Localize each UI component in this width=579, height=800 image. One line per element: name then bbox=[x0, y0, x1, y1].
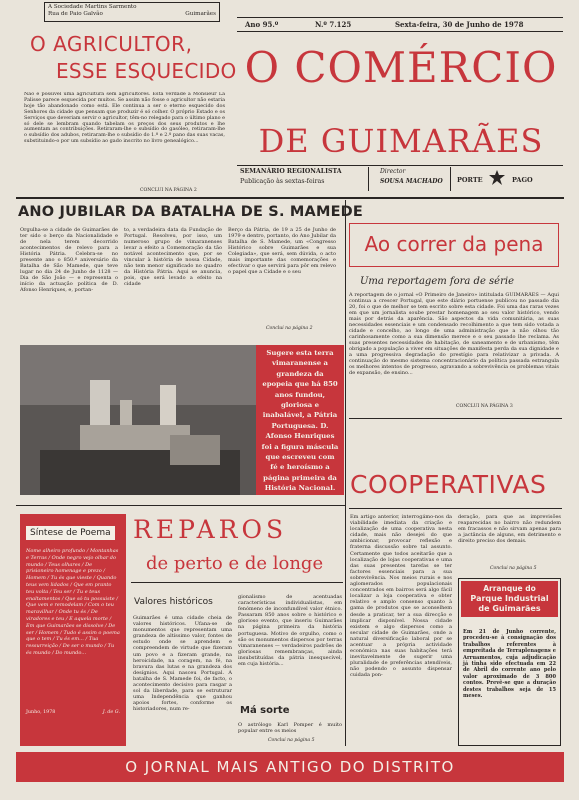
director-label: Director bbox=[380, 168, 406, 175]
correr-continue: CONCLUI NA PÁGINA 3 bbox=[456, 404, 513, 409]
sintese-title: Síntese de Poema bbox=[26, 526, 115, 540]
correr-body: A reportagem de o jornal «O Primeiro de Janeiro» intitulada GUIMARÃES — Aqui continua a crescer Portugal, que este diário portuense publicou no passado dia 20, foi o que de melhor se tem escrito sobre esta cidade. Foi uma das raras vezes em que um jornalista soube prestar homenagem ao seu valor histórico, vendo mais por detrás da aparência. São aspectos da vida comunitária, as suas necessidades essenciais e um condensado recolhimento a que tem sido votada a cidade e concelho, ao longo de uma administração que a não olhou tão carinhosamente como a sua dimensão merece e o seu passado lhe reclama. As suas presentes necessidades de habitação, de saneamento e de urbanismo, têm obrigado a população a viver em situações de manifesta perda da sua dignidade e a uma progressiva degradação do prestígio para relativizar a privada. A continuação do mesmo sistema concentracionário da política passada estrangula os melhores intentos de progresso, agravando a sobrevivência os problemas vitais de expansão, de ensino... bbox=[349, 292, 559, 376]
cooperativas-col-2: deração, para que as imprevisões reaparecidas no bairro não redundem em fracassos e não sirvam apenas para a jactância de alguns, em detrimento e direito preciso dos demais. bbox=[458, 514, 561, 545]
reparos-col-2b: O astrólogo Karl Pomper é muito popular entre os meios bbox=[238, 722, 342, 735]
agricultor-title-1: O AGRICULTOR, bbox=[30, 32, 193, 56]
reparos-col-1: Guimarães é uma cidade cheia de valores históricos. Ufana-se de monumentos que representam uma grandeza de altíssimo valor, fontes de estudo onde se aprendem e compreendem de virtude que fizeram um povo e a fizeram grande, na heroicidade, na coragem, na fé, na bravura das lutas e na grandeza dos desígnios. Aqui nasceu Portugal. A batalha de S. Mamede foi, de facto, o acontecimento decisivo para rasgar a sol da liberdade, para se estruturar uma Independência que ganhou apoios fortes, conforme os historiadores, num re- bbox=[133, 615, 232, 713]
reparos-continue: Conclui na página 5 bbox=[268, 738, 315, 743]
sintese-box bbox=[20, 514, 126, 746]
address-box bbox=[44, 2, 220, 22]
porte-label: PORTE bbox=[457, 176, 483, 184]
edition-number: N.º 7.125 bbox=[315, 20, 352, 29]
footer-text: O JORNAL MAIS ANTIGO DO DISTRITO bbox=[125, 758, 455, 776]
director-name: SOUSA MACHADO bbox=[380, 178, 443, 185]
address-line-1: A Sociedade Martins Sarmento bbox=[48, 4, 137, 10]
reparos-section-2: Má sorte bbox=[240, 705, 290, 716]
arranque-body: Em 21 de Junho corrente, procedeu-se à consignação dos trabalhos referentes à empreitada de Terraplenagens e Arruamentos, cuja adjudicação já tinha sido efectuada em 22 de Abril do corrente ano pelo valor aproximado de 3 800 contos. Prevê-se que a duração destes trabalhos seja de 15 meses. bbox=[463, 629, 556, 700]
arranque-title-1: Arranque do bbox=[483, 584, 536, 593]
address-line-2: Rua de Paio Galvão bbox=[48, 10, 103, 17]
masthead-sub-2: Publicação às sextas-feiras bbox=[240, 178, 325, 185]
sintese-date: Junho, 1978 bbox=[26, 710, 56, 715]
masthead-name-2: DE GUIMARÃES bbox=[258, 122, 544, 160]
reparos-title: REPAROS bbox=[133, 515, 288, 544]
jubilee-col-3: Berço da Pátria, de 19 a 25 de Junho de 1979 e dentro, portanto, do Ano Jubilar da Batalha de S. Mamede, um «Congresso Histórico sobre Guimarães e sua Colegiada», que será, sem dúvida, o acto mais importante das comemorações e efectivar o que servirá para pôr em relevo o papel que a Cidade e o seu bbox=[228, 227, 336, 275]
address-line-3: Guimarães bbox=[185, 10, 216, 17]
jubilee-continue: Conclui na página 2 bbox=[266, 326, 313, 331]
cooperativas-continue: Conclui na página 5 bbox=[490, 566, 537, 571]
pago-label: PAGO bbox=[512, 176, 533, 184]
jubilee-col-2: to, a verdadeira data da Fundação de Portugal. Resolveu, por isso, um numeroso grupo de vimaranenses levar a efeito a Comemoração da tão notável acontecimento que, por se vincular à história de nossa Cidade, não tem menor significado no quadro da História Pátria. Aqui se anuncia, pois, que será levado a efeito na cidade bbox=[124, 227, 222, 287]
footer-banner bbox=[16, 752, 564, 782]
sintese-body: Nome alheiro profundo / Montanhas e Terras / Onde negro vejo olhar do mundo / Teus olhares / De prisioneiro homenage e prezo / Homem / Tu és que vieste / Quando teus vem lidados / Que em pranto teu volta / Teu ser / Tu e teus enaltamentos / Que só tu possuiste / Que vem e remodelam / Com o teu maravilhar / Onde tu és / De viradores e teu / E aquela morte / Em que Guimarães se dissolve / De ser / Homem / Tudo é assim o poema que o tem / Tu és em... / Tua ressurreição / De ser o mundo / Tu és mundo / Do mundo... bbox=[26, 548, 120, 656]
agricultor-continue: CONCLUI NA PÁGINA 2 bbox=[140, 188, 197, 193]
cooperativas-title: COOPERATIVAS bbox=[350, 470, 547, 499]
edition-year: Ano 95.º bbox=[245, 20, 279, 29]
emblem-icon bbox=[486, 168, 508, 188]
reparos-subtitle: de perto e de longe bbox=[146, 553, 324, 574]
masthead-sub-1: SEMANÁRIO REGIONALISTA bbox=[240, 168, 342, 175]
jubilee-col-1: Orgulha-se a cidade de Guimarães de ter sido o berço da Nacionalidade e de nela terem decorrido acontecimentos de relevo para a História Pátria. Celebra-se no presente ano o 850.º aniversário da Batalha de São Mamede, que teve lugar no dia 24 de Junho de 1128 — Dia de São João — e representa o início da actuação política de D. Afonso Henriques, e, portan- bbox=[20, 227, 118, 293]
sintese-signature: J. de G. bbox=[102, 710, 120, 715]
jubilee-headline: ANO JUBILAR DA BATALHA DE S. MAMEDE bbox=[18, 204, 364, 220]
jubilee-quote-box bbox=[256, 345, 344, 495]
castle-photo bbox=[20, 345, 256, 495]
jubilee-quote: Sugere esta terra vimaranense a grandeza da epopeia que há 850 anos fundou, gloriosa e inabalável, a Pátria Portuguesa. D. Afonso Henriques foi a figura máscula que escreveu com fé e heroísmo a página primeira da História Nacional. bbox=[261, 349, 339, 493]
reparos-col-2: gionalismo de acentuadas características individualistas, em fenómeno de inconfundível valor étnico. Passaram 850 anos sobre o histórico e glorioso evento, que inseriu Guimarães na página primeira da história portuguesa. Motivo de orgulho, como o são os monumentos dispersos por terras vimaranenses — verdadeiros padrões de gloriosas remembranças, ainda insubstituídas da pátria inesquecível, em cuja história... bbox=[238, 594, 342, 668]
correr-title-box bbox=[349, 223, 559, 267]
agricultor-title-2: ESSE ESQUECIDO bbox=[56, 59, 237, 83]
cooperativas-col-1: Em artigo anterior, interrogámo-nos da viabilidade imediata da criação e localização de uma cooperativa nesta cidade, mais não desejei do que ambicionar, provocar reflexão e fraterna discussão sobre tal assunto. Certamente que todos aceitarão que a localização de lojas cooperativas e uma das suas presentes tarefas se ter factores essenciais para a sua sobrevivência. Nos meios rurais e nos aglomerados populacionais concentrados em bairros será algo fácil localizar a loja cooperativa e obter relativo e amplo consenso quanto à gama de produtos que se aconselhem desde a praticar, ter a sua direcção e implicar disponível. Nossa cidade existem e algo dispersos como a secular cidade de Guimarães, onde a natural diversificação laboral por se acentuar a própria actividade económica nas suas habitações terá inevitavelmente de sugerir uma pluralidade de preferências atendíveis, não podendo o assunto dispensar cuidada pon- bbox=[350, 514, 452, 679]
agricultor-body: Não é possível uma agricultura sem agricultores. Esta verdade a Monsieur La Palisse parece esquecida por muitos. Se assim não fosse o agricultor não estaria hoje tão abandonado como está. Ele continua a ser o eterno esquecido dos Senhores da cidade que pensam que produzir é só colher. O próprio Estado e os Serviços que deveriam servir o agricultor, têm-no relegado para o último plano e só dele se lembram quando tabelam os preços dos seus produtos e lhe aumentam as contribuições. Retiraram-lhe o subsídio do gasóleo, retiraram-lhe o subsídio dos adubos, retiraram-lhe o subsídio do 1.º e 2.º pano das suas vacas, substituindo-o por um subsídio ao gado inscrito no livro genealógico... bbox=[24, 92, 225, 145]
masthead-name-1: O COMÉRCIO bbox=[244, 43, 558, 92]
correr-title: Ao correr da pena bbox=[364, 232, 544, 256]
arranque-title-3: de Guimarães bbox=[478, 604, 541, 613]
correr-subtitle: Uma reportagem fora de série bbox=[360, 276, 514, 287]
arranque-title-2: Parque Industrial bbox=[470, 594, 549, 603]
reparos-section-1: Valores históricos bbox=[134, 597, 213, 607]
edition-date: Sexta-feira, 30 de Junho de 1978 bbox=[395, 20, 524, 29]
arranque-box bbox=[458, 578, 561, 746]
